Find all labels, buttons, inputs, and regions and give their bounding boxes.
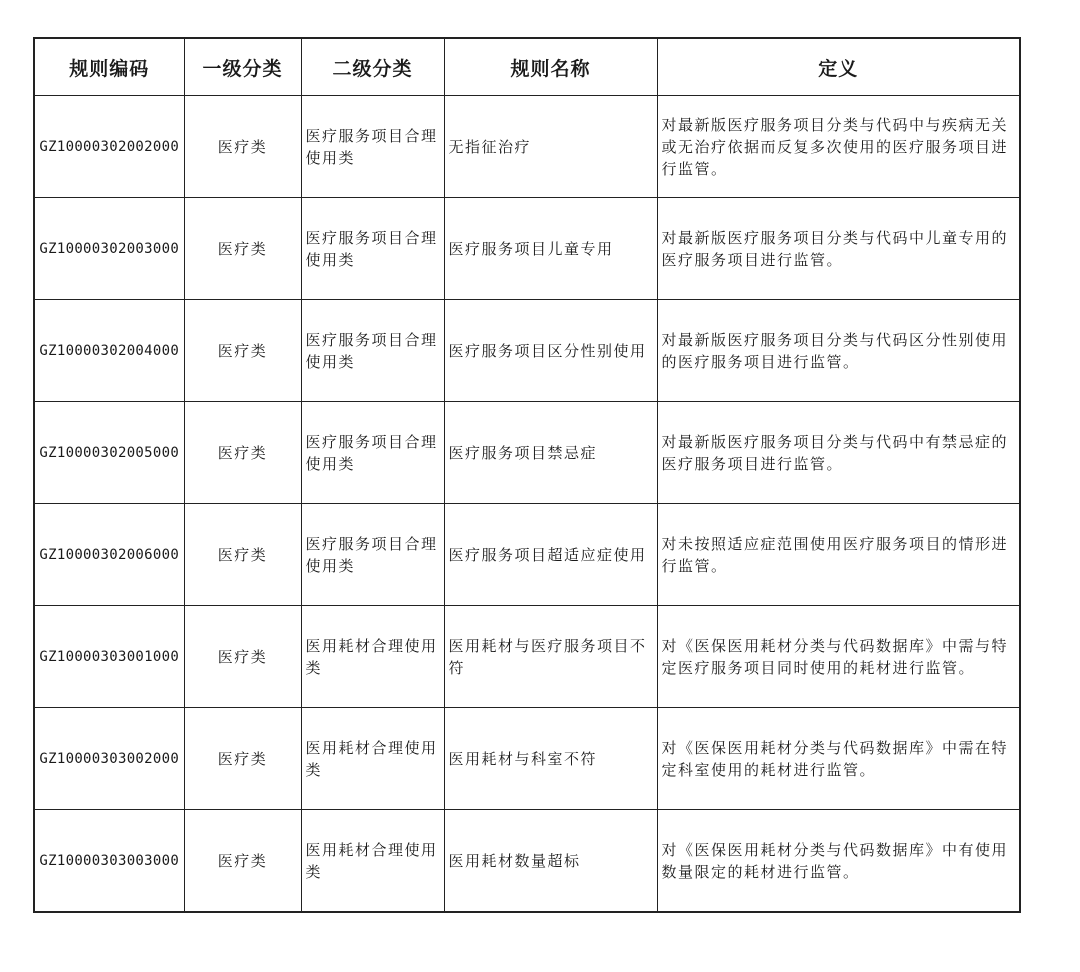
table-row [34,198,1020,300]
definition-cell: 对最新版医疗服务项目分类与代码中与疾病无关或无治疗依据而反复多次使用的医疗服务项目进行监管。 [657,96,1020,198]
table-row [34,708,1020,810]
definition-cell: 对未按照适应症范围使用医疗服务项目的情形进行监管。 [657,504,1020,606]
header-secondary-category: 二级分类 [301,38,444,96]
rule-code-cell: GZ10000303001000 [34,606,184,708]
definition-cell: 对最新版医疗服务项目分类与代码中儿童专用的医疗服务项目进行监管。 [657,198,1020,300]
primary-category-cell: 医疗类 [184,96,301,198]
secondary-category-cell: 医疗服务项目合理使用类 [301,300,444,402]
secondary-category-cell: 医用耗材合理使用类 [301,606,444,708]
rule-code-cell: GZ10000302002000 [34,96,184,198]
table-row [34,810,1020,913]
table-row [34,300,1020,402]
rule-name-cell: 医疗服务项目区分性别使用 [444,300,657,402]
rule-name-cell: 医疗服务项目禁忌症 [444,402,657,504]
header-primary-category: 一级分类 [184,38,301,96]
header-rule-code: 规则编码 [34,38,184,96]
table-row [34,606,1020,708]
rule-name-cell: 无指征治疗 [444,96,657,198]
secondary-category-cell: 医疗服务项目合理使用类 [301,402,444,504]
primary-category-cell: 医疗类 [184,708,301,810]
header-row [34,38,1020,96]
definition-cell: 对最新版医疗服务项目分类与代码区分性别使用的医疗服务项目进行监管。 [657,300,1020,402]
secondary-category-cell: 医疗服务项目合理使用类 [301,96,444,198]
rule-name-cell: 医疗服务项目超适应症使用 [444,504,657,606]
primary-category-cell: 医疗类 [184,810,301,913]
table-row [34,504,1020,606]
rule-code-cell: GZ10000302005000 [34,402,184,504]
header-definition: 定义 [657,38,1020,96]
primary-category-cell: 医疗类 [184,402,301,504]
header-rule-name: 规则名称 [444,38,657,96]
primary-category-cell: 医疗类 [184,300,301,402]
rule-name-cell: 医疗服务项目儿童专用 [444,198,657,300]
secondary-category-cell: 医用耗材合理使用类 [301,810,444,913]
secondary-category-cell: 医疗服务项目合理使用类 [301,504,444,606]
rule-code-cell: GZ10000302003000 [34,198,184,300]
rule-code-cell: GZ10000303002000 [34,708,184,810]
rule-code-cell: GZ10000302006000 [34,504,184,606]
table-row [34,96,1020,198]
definition-cell: 对《医保医用耗材分类与代码数据库》中需在特定科室使用的耗材进行监管。 [657,708,1020,810]
definition-cell: 对最新版医疗服务项目分类与代码中有禁忌症的医疗服务项目进行监管。 [657,402,1020,504]
secondary-category-cell: 医用耗材合理使用类 [301,708,444,810]
secondary-category-cell: 医疗服务项目合理使用类 [301,198,444,300]
definition-cell: 对《医保医用耗材分类与代码数据库》中需与特定医疗服务项目同时使用的耗材进行监管。 [657,606,1020,708]
rule-name-cell: 医用耗材与科室不符 [444,708,657,810]
rule-name-cell: 医用耗材与医疗服务项目不符 [444,606,657,708]
rules-table [33,37,1021,913]
rule-code-cell: GZ10000303003000 [34,810,184,913]
rule-code-cell: GZ10000302004000 [34,300,184,402]
table-row [34,402,1020,504]
primary-category-cell: 医疗类 [184,504,301,606]
primary-category-cell: 医疗类 [184,606,301,708]
rule-name-cell: 医用耗材数量超标 [444,810,657,913]
primary-category-cell: 医疗类 [184,198,301,300]
definition-cell: 对《医保医用耗材分类与代码数据库》中有使用数量限定的耗材进行监管。 [657,810,1020,913]
